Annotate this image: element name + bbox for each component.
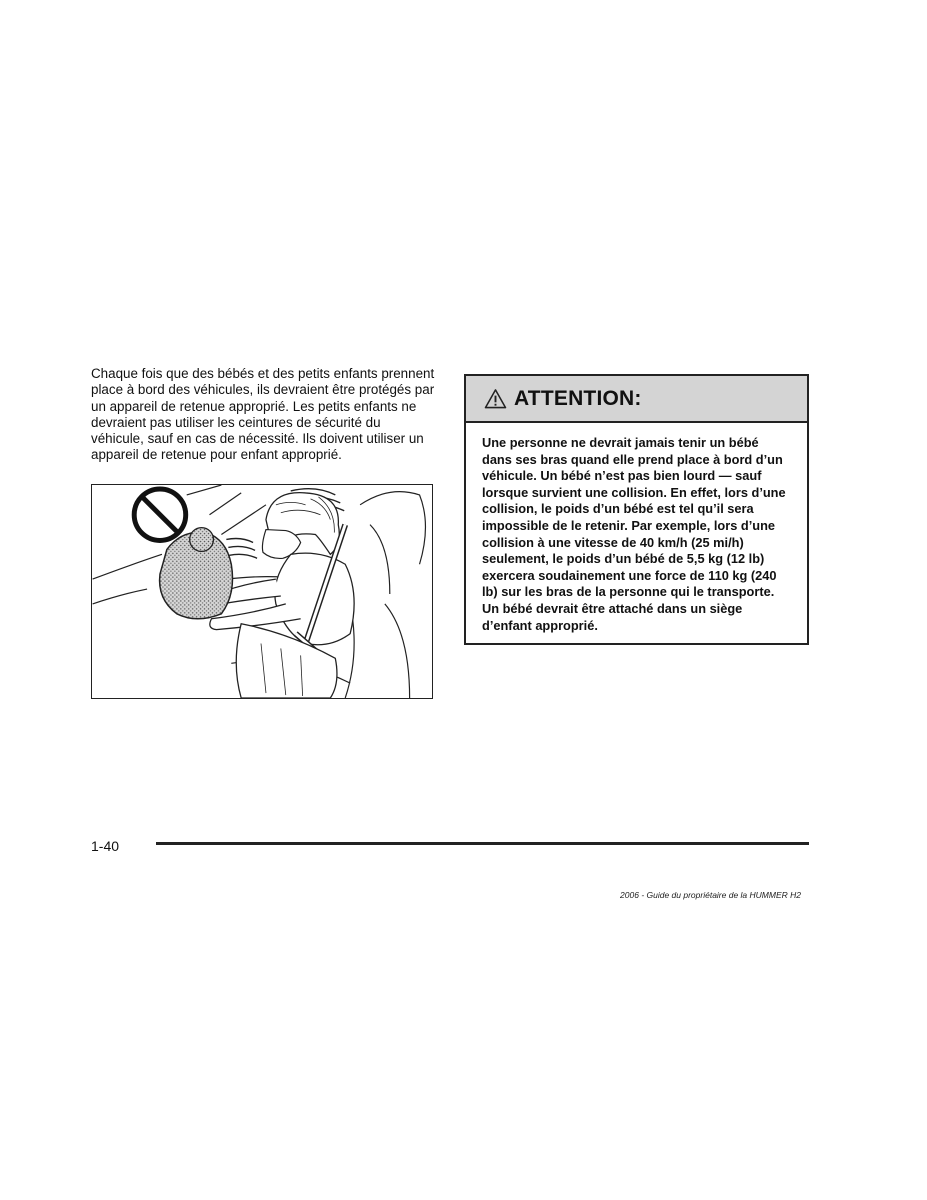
no-symbol-icon (134, 489, 186, 541)
illustration-frame (91, 484, 433, 699)
warning-body: Une personne ne devrait jamais tenir un bébé dans ses bras quand elle prend place à bord d’un véhicule. Un bébé n’est pas bien lourd — sauf lorsque survient une collision. En effet, lors d’une collision, le poids d’un bébé est tel qu’il sera impossible de le retenir. Par exemple, lors d’une collision à une vitesse de 40 km/h (25 mi/h) seulement, le poids d’un bébé de 5,5 kg (12 lb) exercera soudainement une force de 110 kg (240 lb) sur les bras de la personne qui le transporte. Un bébé devrait être attaché dans un siège d’enfant approprié. (482, 435, 786, 633)
intro-paragraph: Chaque fois que des bébés et des petits enfants prennent place à bord des véhicules, ils devraient être protégés par un appareil de retenue approprié. Les petits enfants ne devraient pas utiliser les ceintures de sécurité du véhicule, sauf en cas de nécessité. Ils doivent utiliser un appareil de retenue pour enfant approprié. (91, 366, 435, 463)
warning-header (466, 376, 807, 423)
illustration-woman-holding-baby (92, 485, 432, 698)
warning-box (464, 374, 809, 645)
footer-text: 2006 - Guide du propriétaire de la HUMMER H2 (620, 890, 801, 900)
warning-title: ATTENTION: (514, 386, 642, 410)
footer-rule (156, 842, 809, 845)
warning-triangle-icon (484, 388, 507, 409)
page-number: 1-40 (91, 838, 120, 854)
